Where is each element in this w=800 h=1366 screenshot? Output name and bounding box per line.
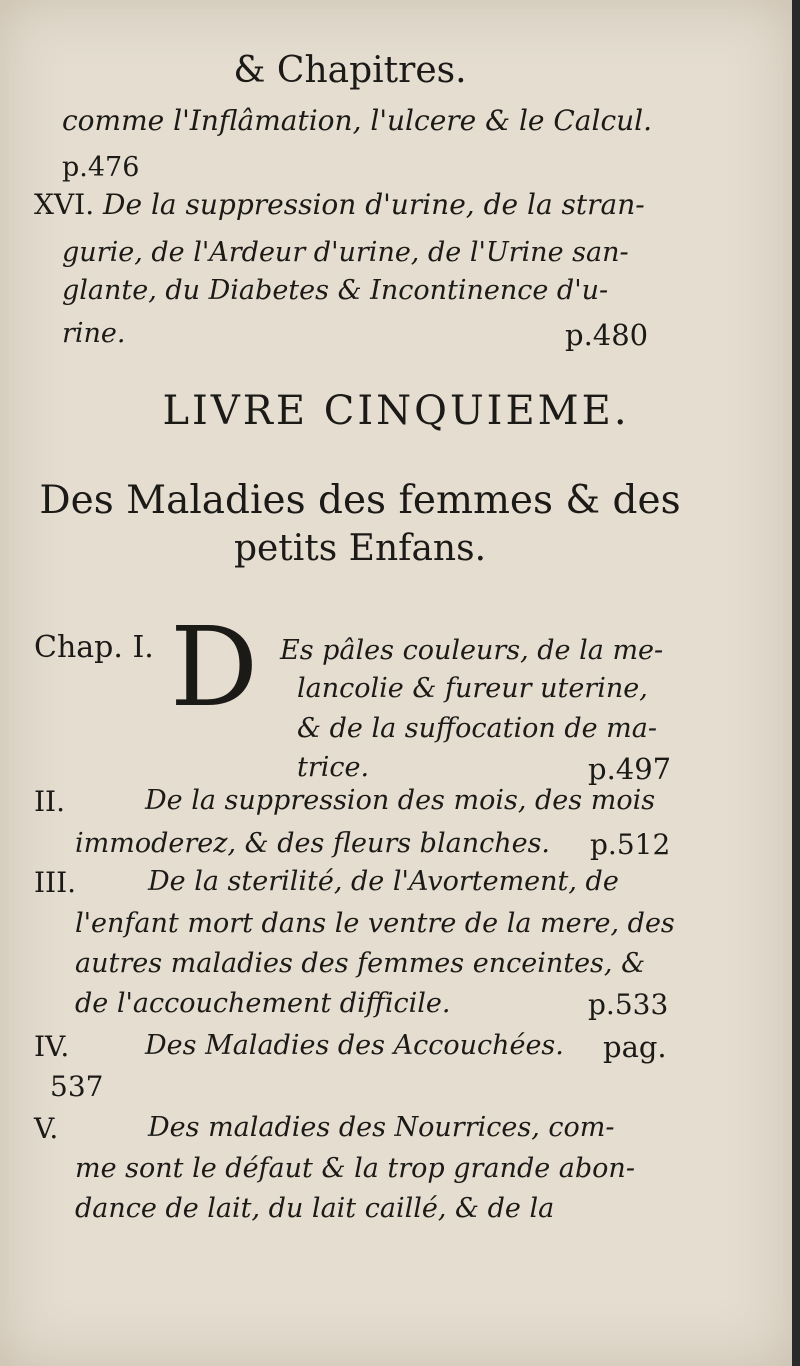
entry-line: glante, du Diabetes & Incontinence d'u- bbox=[62, 275, 609, 306]
entry-line: dance de lait, du lait caillé, & de la bbox=[75, 1193, 555, 1224]
book-subtitle: Des Maladies des femmes & des bbox=[39, 478, 681, 523]
page-reference: p.497 bbox=[588, 752, 672, 786]
entry-line: gurie, de l'Ardeur d'urine, de l'Urine san- bbox=[62, 237, 629, 268]
entry-line: rine. bbox=[62, 318, 126, 349]
page-reference: p.533 bbox=[588, 988, 669, 1021]
page-edge bbox=[792, 0, 800, 1366]
entry-line: l'enfant mort dans le ventre de la mere, des bbox=[75, 908, 675, 939]
page-reference: p.476 bbox=[62, 152, 140, 183]
entry-line: Es pâles couleurs, de la me- bbox=[280, 635, 664, 666]
entry-line: lancolie & fureur uterine, bbox=[297, 673, 648, 704]
entry-line: autres maladies des femmes enceintes, & bbox=[75, 948, 646, 979]
chapter-number: III. bbox=[34, 866, 77, 899]
chapter-number: II. bbox=[34, 785, 66, 818]
entry-line: me sont le défaut & la trop grande abon- bbox=[75, 1153, 635, 1184]
drop-capital: D bbox=[170, 603, 259, 731]
running-header: & Chapitres. bbox=[233, 50, 467, 91]
entry-line: De la suppression d'urine, de la stran- bbox=[103, 188, 645, 221]
entry-line: de l'accouchement difficile. bbox=[75, 988, 451, 1019]
chapter-number: IV. bbox=[34, 1030, 70, 1063]
book-subtitle: petits Enfans. bbox=[233, 528, 487, 569]
entry-line: immoderez, & des fleurs blanches. bbox=[75, 828, 551, 859]
entry-line: De la suppression des mois, des mois bbox=[145, 785, 656, 816]
chapter-number: V. bbox=[34, 1112, 59, 1145]
chapter-label: Chap. I. bbox=[34, 630, 154, 665]
page-reference: p.512 bbox=[590, 828, 671, 861]
entry-number: XVI. bbox=[34, 188, 95, 221]
entry-line: trice. bbox=[297, 752, 370, 783]
entry-line: Des maladies des Nourrices, com- bbox=[148, 1112, 615, 1143]
entry-line: comme l'Inflâmation, l'ulcere & le Calcul. bbox=[62, 104, 653, 137]
entry-xvi bbox=[34, 188, 645, 221]
page-reference: 537 bbox=[50, 1070, 104, 1103]
entry-line: & de la suffocation de ma- bbox=[297, 713, 658, 744]
entry-line: Des Maladies des Accouchées. bbox=[145, 1030, 564, 1061]
page-prefix: pag. bbox=[603, 1030, 667, 1064]
page-reference: p.480 bbox=[565, 318, 649, 352]
book-title: LIVRE CINQUIEME. bbox=[162, 388, 630, 434]
entry-line: De la sterilité, de l'Avortement, de bbox=[148, 866, 619, 897]
